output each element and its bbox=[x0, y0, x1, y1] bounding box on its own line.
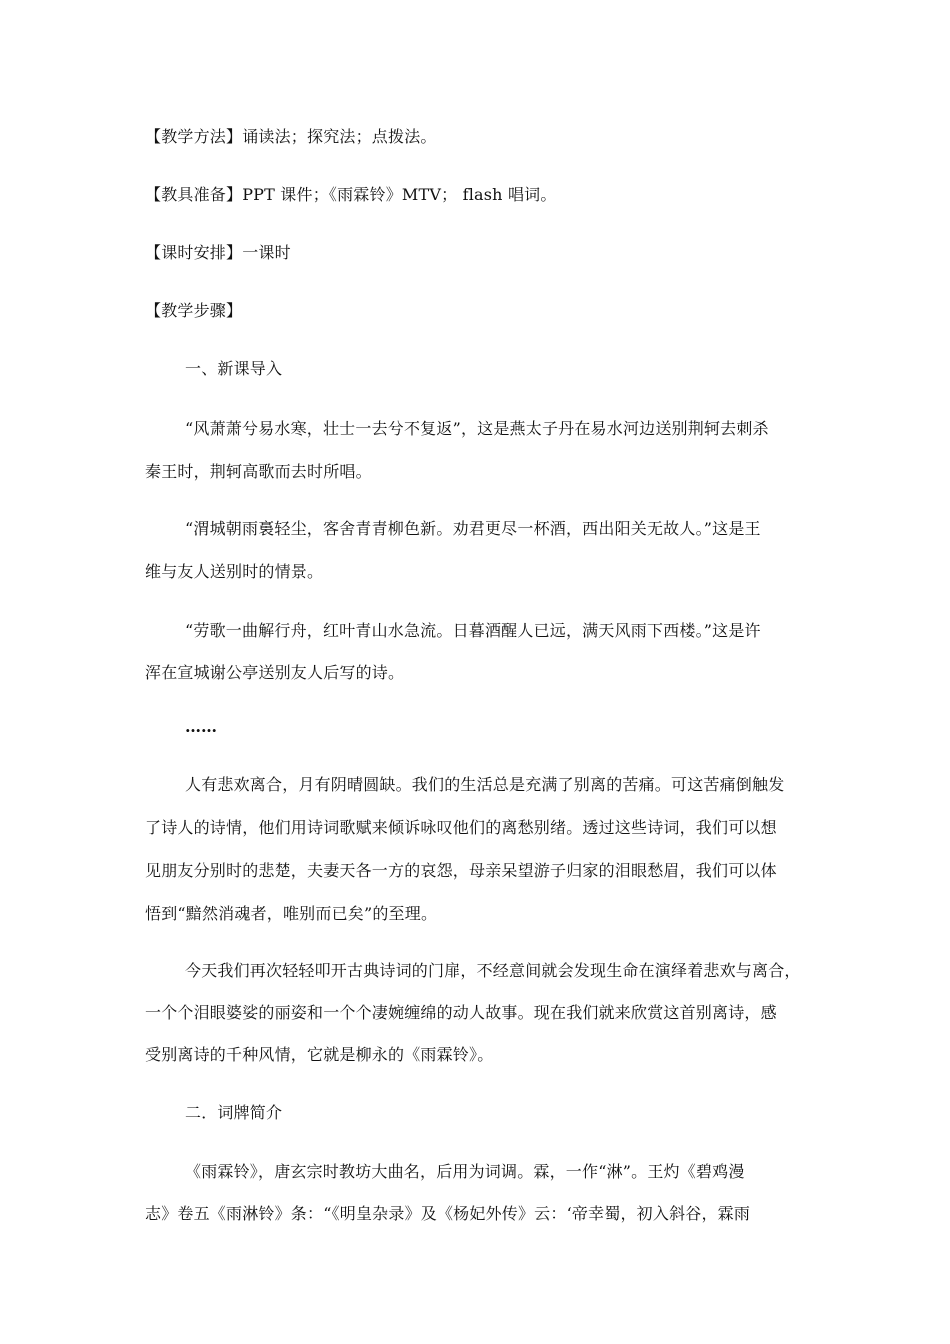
paragraph-line: 秦王时，荆轲高歌而去时所唱。 bbox=[145, 462, 372, 481]
paragraph-line: 《雨霖铃》，唐玄宗时教坊大曲名，后用为词调。霖，一作“淋”。王灼《碧鸡漫 bbox=[185, 1162, 745, 1181]
paragraph-line: “劳歌一曲解行舟，红叶青山水急流。日暮酒醒人已远，满天风雨下西楼。”这是许 bbox=[185, 621, 761, 640]
paragraph-line: 悟到“黯然消魂者，唯别而已矣”的至理。 bbox=[145, 904, 438, 923]
paragraph-line: “渭城朝雨裛轻尘，客舍青青柳色新。劝君更尽一杯酒，西出阳关无故人。”这是王 bbox=[185, 519, 761, 538]
class-schedule-line: 【课时安排】一课时 bbox=[145, 243, 291, 262]
section-heading-cipai: 二．词牌简介 bbox=[185, 1103, 283, 1122]
paragraph-line: “风萧萧兮易水寒，壮士一去兮不复返”，这是燕太子丹在易水河边送别荆轲去刺杀 bbox=[185, 419, 769, 438]
paragraph-line: 见朋友分别时的悲楚，夫妻天各一方的哀怨，母亲呆望游子归家的泪眼愁眉，我们可以体 bbox=[145, 861, 777, 880]
ellipsis-line: …… bbox=[185, 717, 217, 736]
paragraph-line: 受别离诗的千种风情，它就是柳永的《雨霖铃》。 bbox=[145, 1045, 494, 1064]
paragraph-line: 了诗人的诗情，他们用诗词歌赋来倾诉咏叹他们的离愁别绪。透过这些诗词，我们可以想 bbox=[145, 818, 777, 837]
paragraph-line: 人有悲欢离合，月有阴晴圆缺。我们的生活总是充满了别离的苦痛。可这苦痛倒触发 bbox=[185, 775, 785, 794]
teaching-steps-heading: 【教学步骤】 bbox=[145, 301, 243, 320]
section-heading-intro: 一、新课导入 bbox=[185, 359, 283, 378]
paragraph-line: 今天我们再次轻轻叩开古典诗词的门扉，不经意间就会发现生命在演绎着悲欢与离合， bbox=[185, 961, 801, 980]
teaching-aids-line: 【教具准备】PPT 课件；《雨霖铃》MTV； flash 唱词。 bbox=[145, 185, 557, 204]
paragraph-line: 浑在宣城谢公亭送别友人后写的诗。 bbox=[145, 663, 405, 682]
paragraph-line: 志》卷五《雨淋铃》条：“《明皇杂录》及《杨妃外传》云：‘帝幸蜀，初入斜谷，霖雨 bbox=[145, 1204, 751, 1223]
teaching-method-line: 【教学方法】诵读法；探究法；点拨法。 bbox=[145, 127, 437, 146]
paragraph-line: 维与友人送别时的情景。 bbox=[145, 562, 324, 581]
paragraph-line: 一个个泪眼婆娑的丽姿和一个个凄婉缠绵的动人故事。现在我们就来欣赏这首别离诗，感 bbox=[145, 1003, 777, 1022]
